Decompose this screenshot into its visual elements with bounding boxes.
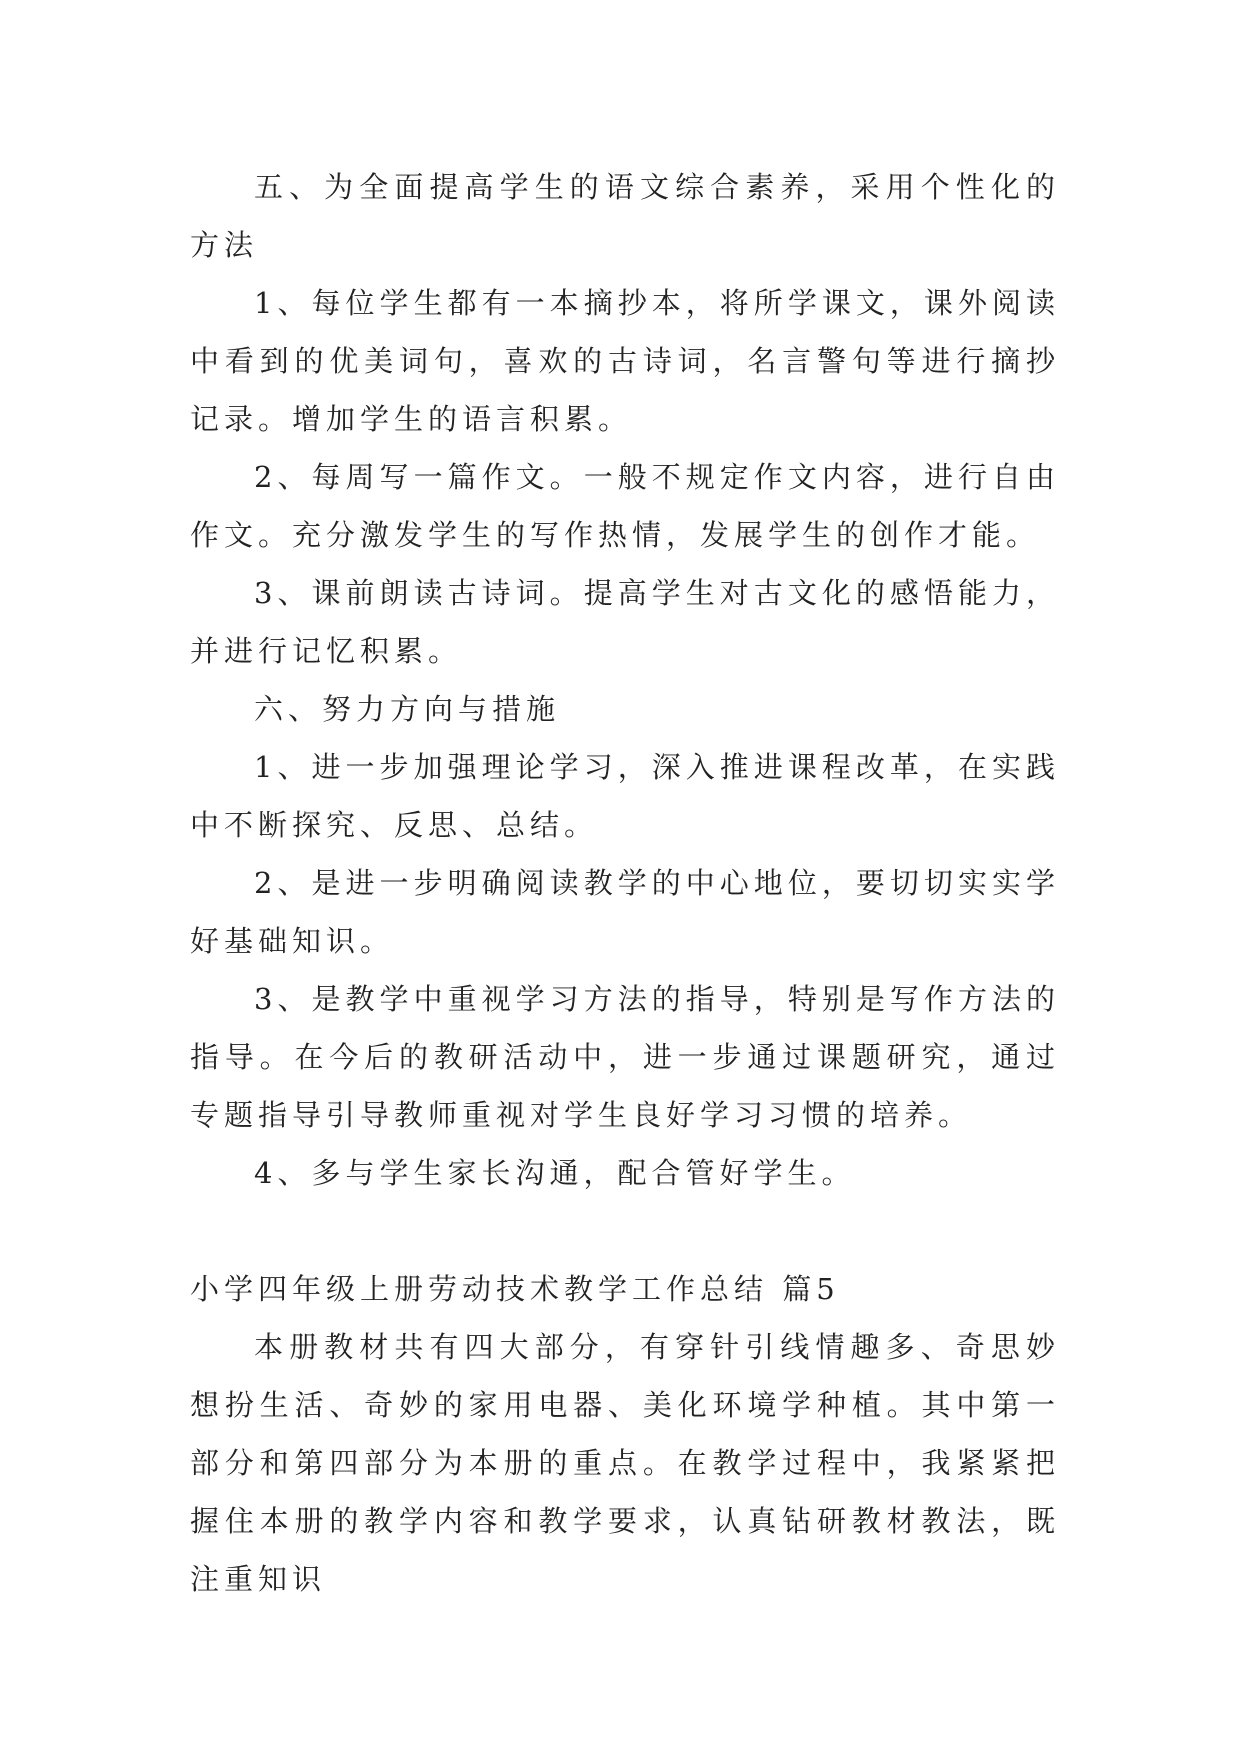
- paragraph-section-six-heading: 六、努力方向与措施: [254, 692, 561, 726]
- document-page: [190, 158, 1060, 1608]
- paragraph-item-3: 3、课前朗读古诗词。提高学生对古文化的感悟能力，并进行记忆积累。: [190, 576, 1060, 668]
- paragraph-item-2: 2、每周写一篇作文。一般不规定作文内容，进行自由作文。充分激发学生的写作热情，发展学生的创作才能。: [190, 460, 1060, 552]
- article-intro-paragraph: 本册教材共有四大部分，有穿针引线情趣多、奇思妙想扮生活、奇妙的家用电器、美化环境学种植。其中第一部分和第四部分为本册的重点。在教学过程中，我紧紧把握住本册的教学内容和教学要求，认真钻研教材教法，既注重知识: [190, 1330, 1060, 1596]
- paragraph-section-five-heading: 五、为全面提高学生的语文综合素养，采用个性化的方法: [190, 170, 1060, 262]
- section-gap: [190, 1202, 1060, 1260]
- article-heading: 小学四年级上册劳动技术教学工作总结 篇5: [190, 1272, 840, 1306]
- paragraph-measure-2: 2、是进一步明确阅读教学的中心地位，要切切实实学好基础知识。: [190, 866, 1060, 958]
- paragraph-measure-4: 4、多与学生家长沟通，配合管好学生。: [254, 1156, 856, 1190]
- paragraph-measure-3: 3、是教学中重视学习方法的指导，特别是写作方法的指导。在今后的教研活动中，进一步通过课题研究，通过专题指导引导教师重视对学生良好学习习惯的培养。: [190, 982, 1060, 1132]
- paragraph-measure-1: 1、进一步加强理论学习，深入推进课程改革，在实践中不断探究、反思、总结。: [190, 750, 1060, 842]
- paragraph-item-1: 1、每位学生都有一本摘抄本，将所学课文，课外阅读中看到的优美词句，喜欢的古诗词，名言警句等进行摘抄记录。增加学生的语言积累。: [190, 286, 1060, 436]
